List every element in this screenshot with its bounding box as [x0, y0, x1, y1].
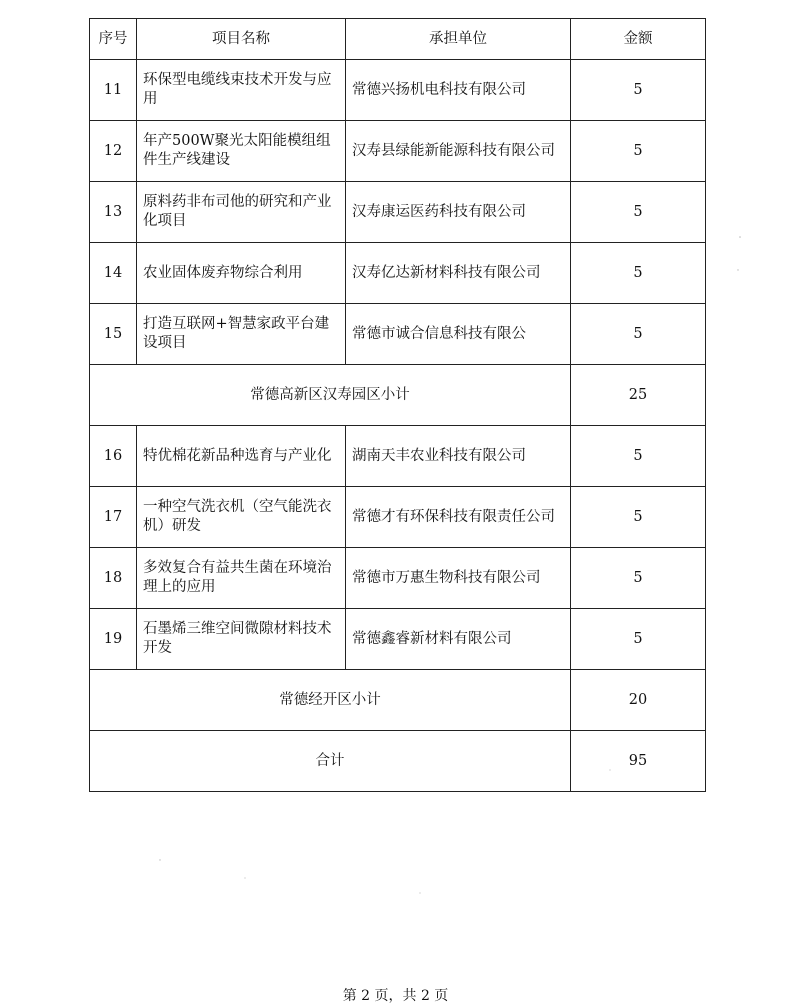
- row-unit: 常德兴扬机电科技有限公司: [346, 60, 571, 121]
- row-amount: 5: [571, 182, 706, 243]
- speck: [244, 877, 245, 878]
- row-name: 多效复合有益共生菌在环境治理上的应用: [137, 548, 346, 609]
- speck: [737, 269, 738, 270]
- row-name: 特优棉花新品种选育与产业化: [137, 426, 346, 487]
- header-no: 序号: [90, 19, 137, 60]
- row-name: 一种空气洗衣机（空气能洗衣机）研发: [137, 487, 346, 548]
- row-no: 19: [90, 609, 137, 670]
- row-amount: 5: [571, 426, 706, 487]
- row-amount: 5: [571, 548, 706, 609]
- row-no: 11: [90, 60, 137, 121]
- row-amount: 5: [571, 304, 706, 365]
- row-amount: 5: [571, 487, 706, 548]
- row-amount: 5: [571, 243, 706, 304]
- row-amount: 5: [571, 609, 706, 670]
- row-no: 12: [90, 121, 137, 182]
- row-name: 原料药非布司他的研究和产业化项目: [137, 182, 346, 243]
- row-amount: 5: [571, 60, 706, 121]
- header-unit: 承担单位: [346, 19, 571, 60]
- row-name: 打造互联网+智慧家政平台建设项目: [137, 304, 346, 365]
- row-unit: 常德鑫睿新材料有限公司: [346, 609, 571, 670]
- row-unit: 汉寿亿达新材料科技有限公司: [346, 243, 571, 304]
- row-unit: 常德才有环保科技有限责任公司: [346, 487, 571, 548]
- row-unit: 湖南天丰农业科技有限公司: [346, 426, 571, 487]
- row-no: 15: [90, 304, 137, 365]
- row-no: 13: [90, 182, 137, 243]
- row-name: 环保型电缆线束技术开发与应用: [137, 60, 346, 121]
- row-unit: 常德市诚合信息科技有限公: [346, 304, 571, 365]
- subtotal-amount: 20: [571, 670, 706, 731]
- row-no: 17: [90, 487, 137, 548]
- row-no: 18: [90, 548, 137, 609]
- row-name: 农业固体废弃物综合利用: [137, 243, 346, 304]
- speck: [609, 769, 610, 770]
- row-amount: 5: [571, 121, 706, 182]
- row-unit: 汉寿县绿能新能源科技有限公司: [346, 121, 571, 182]
- subtotal-label: 常德高新区汉寿园区小计: [90, 365, 571, 426]
- row-unit: 汉寿康运医药科技有限公司: [346, 182, 571, 243]
- row-unit: 常德市万惠生物科技有限公司: [346, 548, 571, 609]
- row-name: 石墨烯三维空间微隙材料技术开发: [137, 609, 346, 670]
- total-label: 合计: [90, 731, 571, 792]
- speck: [159, 859, 160, 860]
- row-no: 14: [90, 243, 137, 304]
- subtotal-amount: 25: [571, 365, 706, 426]
- speck: [739, 236, 741, 238]
- subtotal-label: 常德经开区小计: [90, 670, 571, 731]
- total-amount: 95: [571, 731, 706, 792]
- row-name: 年产500W聚光太阳能模组组件生产线建设: [137, 121, 346, 182]
- header-amount: 金额: [571, 19, 706, 60]
- page-footer: 第 2 页，共 2 页: [342, 988, 449, 1004]
- row-no: 16: [90, 426, 137, 487]
- speck: [419, 892, 420, 893]
- header-name: 项目名称: [137, 19, 346, 60]
